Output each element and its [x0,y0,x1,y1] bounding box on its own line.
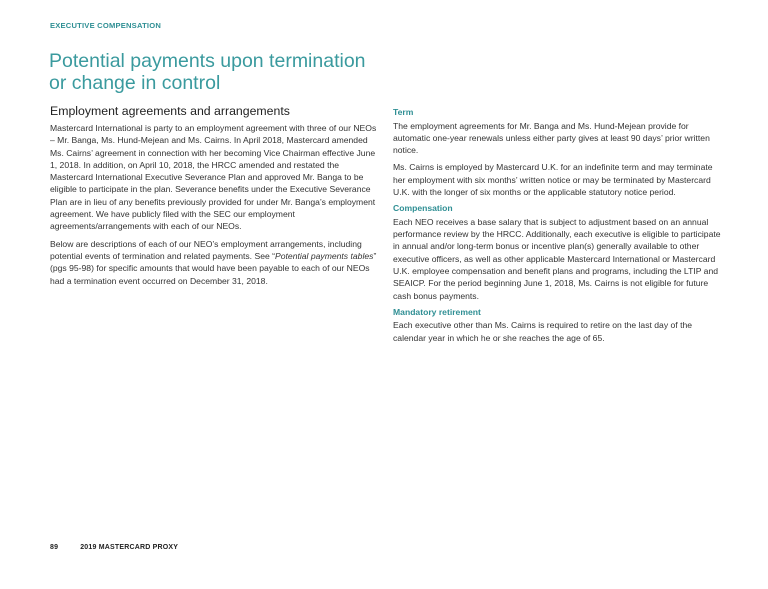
right-column [393,107,723,349]
page-number: 89 [50,544,59,551]
page-title-line-1: Potential payments upon termination [49,50,366,72]
section-label: EXECUTIVE COMPENSATION [50,21,162,30]
term-paragraph-1: The employment agreements for Mr. Banga and Ms. Hund-Mejean provide for automatic one-year renewals unless either party gives at least 90 days’ prior written notice. [393,120,710,156]
page-footer [50,544,178,551]
descriptions-text-end: ” (pgs 95-98) for specific amounts that would have been payable to each of our NEOs had a termination event occurred on December 31, 2018. [50,250,377,286]
mandatory-retirement-paragraph: Each executive other than Ms. Cairns is required to retire on the last day of the calendar year in which he or she reaches the age of 65. [393,320,693,343]
compensation-paragraph: Each NEO receives a base salary that is subject to adjustment based on an annual performance review by the HRCC. Additionally, each executive is eligible to participate in annual and/or long-term bonus or incentive plan(s) generally available to other executive officers, as well as other applicable Mastercard International or Mastercard U.K. employee compensation and benefit plans and programs, including the LTIP and SEAICP. For the period beginning June 1, 2018, Ms. Cairns is not eligible for future cash bonus payments. [393,216,721,301]
employment-agreements-paragraph: Mastercard International is party to an employment agreement with three of our NEOs – Mr. Banga, Ms. Hund-Mejean and Ms. Cairns. In April 2018, Mastercard amended Ms. Cairns’ agreement in connection with her becoming Vice Chairman effective June 1, 2018. In addition, on April 10, 2018, the HRCC amended and restated the Mastercard International Executive Severance Plan and approved Mr. Banga to be eligible to participate in the plan. Severance benefits under the Executive Severance Plan are in lieu of any benefits previously provided for under Mr. Banga’s employment agreement. We have publicly filed with the SEC our employment agreements/arrangements with each of our NEOs. [50,123,377,232]
descriptions-text-start: Below are descriptions of each of our NEO’s employment arrangements, including potential events of termination and related payments. See “ [50,238,362,261]
page-title-line-2: or change in control [49,72,221,94]
document-name: 2019 MASTERCARD PROXY [80,544,179,551]
descriptions-paragraph [50,238,380,287]
page-title [49,50,409,94]
potential-payments-tables-reference: Potential payments tables [275,250,374,261]
employment-agreements-heading: Employment agreements and arrangements [50,104,290,118]
mandatory-retirement-heading: Mandatory retirement [393,306,481,317]
compensation-heading: Compensation [393,203,453,214]
term-paragraph-2: Ms. Cairns is employed by Mastercard U.K. for an indefinite term and may terminate her employment with six months’ written notice or may be terminated by Mastercard U.K. with the longer of six months or the applicable statutory notice period. [393,162,713,197]
term-heading: Term [393,107,414,117]
left-column [50,103,380,292]
